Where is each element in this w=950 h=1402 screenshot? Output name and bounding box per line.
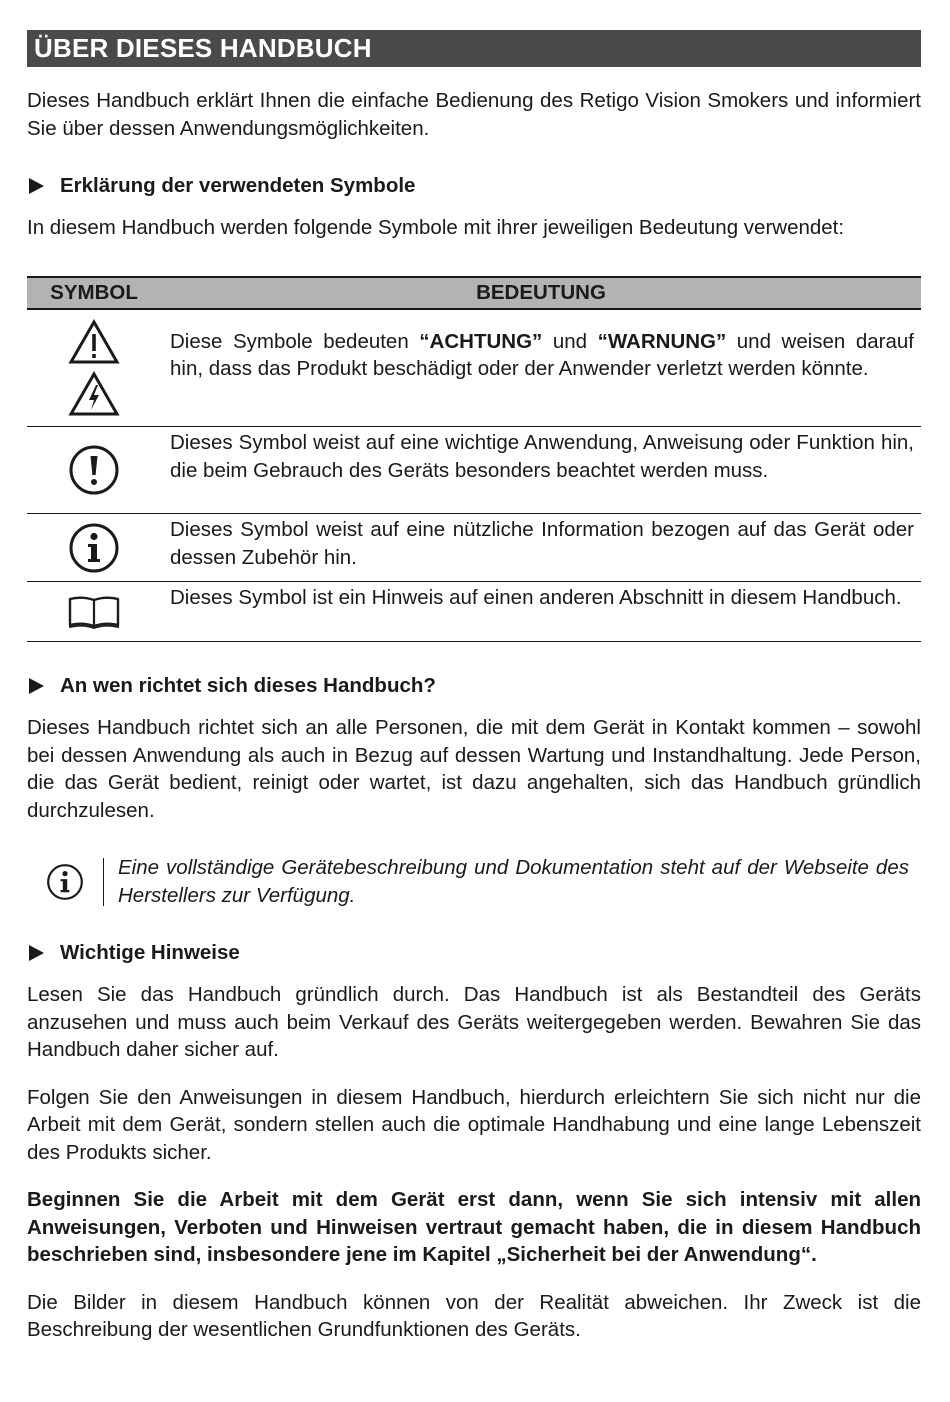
table-row <box>27 309 921 427</box>
symbols-table <box>27 276 921 643</box>
notes-paragraph-4: Die Bilder in diesem Handbuch können von der Realität abweichen. Ihr Zweck ist die Beschreibung der wesentlichen Grundfunktionen des Geräts. <box>27 1290 921 1341</box>
notes-paragraph-bold: Beginnen Sie die Arbeit mit dem Gerät erst dann, wenn Sie sich intensiv mit allen Anweisungen, Verboten und Hinweisen vertraut gemacht haben, die in diesem Handbuch beschrieben sind, insbesondere jene im Kapitel „Sicherheit bei der Anwendung“. <box>27 1188 921 1266</box>
symbols-heading <box>27 172 921 200</box>
symbol-cell <box>27 514 161 582</box>
achtung-label: “ACHTUNG” <box>419 329 543 353</box>
manual-page <box>27 30 921 1344</box>
meaning-text-start: Diese Symbole bedeuten <box>170 329 420 353</box>
info-circle-icon <box>68 522 120 574</box>
symbol-cell <box>27 582 161 642</box>
notes-heading-text: Wichtige Hinweise <box>60 941 240 964</box>
audience-heading-text: An wen richtet sich dieses Handbuch? <box>60 674 436 697</box>
triangle-bullet-icon <box>29 178 44 194</box>
symbols-intro-text: In diesem Handbuch werden folgende Symbole mit ihrer jeweiligen Bedeutung verwendet: <box>27 216 845 239</box>
notes-paragraph-2: Folgen Sie den Anweisungen in diesem Handbuch, hierdurch erleichtern Sie sich nicht nur die Arbeit mit dem Gerät, sondern stellen auch die optimale Handhabung und eine lange Lebenszeit des Produkts sicher. <box>27 1085 921 1164</box>
notes-heading <box>27 939 921 967</box>
meaning-cell: Dieses Symbol weist auf eine nützliche Information bezogen auf das Gerät oder dessen Zubehör hin. <box>161 514 921 582</box>
table-row <box>27 427 921 514</box>
table-row <box>27 582 921 642</box>
meaning-cell: Dieses Symbol weist auf eine wichtige Anwendung, Anweisung oder Funktion hin, die beim Gebrauch des Geräts besonders beachtet werden muss. <box>161 427 921 514</box>
note-text: Eine vollständige Gerätebeschreibung und Dokumentation steht auf der Webseite des Herstellers zur Verfügung. <box>118 856 909 907</box>
notes-paragraph-1: Lesen Sie das Handbuch gründlich durch. Das Handbuch ist als Bestandteil des Geräts anzusehen und muss auch beim Verkauf des Geräts weitergegeben werden. Bewahren Sie das Handbuch daher sicher auf. <box>27 983 921 1061</box>
meaning-text-mid: und <box>542 329 598 353</box>
open-book-icon <box>67 594 121 630</box>
warning-triangle-icon <box>27 313 161 365</box>
audience-paragraph: Dieses Handbuch richtet sich an alle Personen, die mit dem Gerät in Kontakt kommen – sowohl bei dessen Anwendung als auch in Bezug auf dessen Wartung und Instandhaltung. Jede Person, die das Gerät bedient, reinigt oder wartet, ist dazu angehalten, sich das Handbuch gründlich durchzulesen. <box>27 716 921 822</box>
intro-paragraph: Dieses Handbuch erklärt Ihnen die einfache Bedienung des Retigo Vision Smokers und informiert Sie über dessen Anwendungsmöglichkeiten. <box>27 89 921 140</box>
meaning-cell: Dieses Symbol ist ein Hinweis auf einen anderen Abschnitt in diesem Handbuch. <box>161 582 921 642</box>
meaning-cell <box>161 309 921 427</box>
symbol-cell <box>27 427 161 514</box>
table-row <box>27 514 921 582</box>
electric-hazard-icon <box>27 365 161 423</box>
exclamation-circle-icon <box>68 444 120 496</box>
info-circle-icon <box>46 863 84 901</box>
triangle-bullet-icon <box>29 945 44 961</box>
note-divider <box>103 858 104 906</box>
info-note <box>27 854 921 909</box>
triangle-bullet-icon <box>29 678 44 694</box>
symbols-heading-text: Erklärung der verwendeten Symbole <box>60 174 416 197</box>
col-meaning-header: BEDEUTUNG <box>161 277 921 309</box>
meaning-text-end: und weisen darauf hin, dass das Produkt beschädigt oder der Anwender verletzt werden könnte. <box>170 329 914 380</box>
warnung-label: “WARNUNG” <box>597 329 727 353</box>
symbol-cell <box>27 309 161 427</box>
section-title: ÜBER DIESES HANDBUCH <box>27 30 921 67</box>
symbols-table-header <box>27 277 921 309</box>
note-icon-wrap <box>27 863 103 901</box>
audience-heading <box>27 672 921 700</box>
col-symbol-header: SYMBOL <box>27 277 161 309</box>
